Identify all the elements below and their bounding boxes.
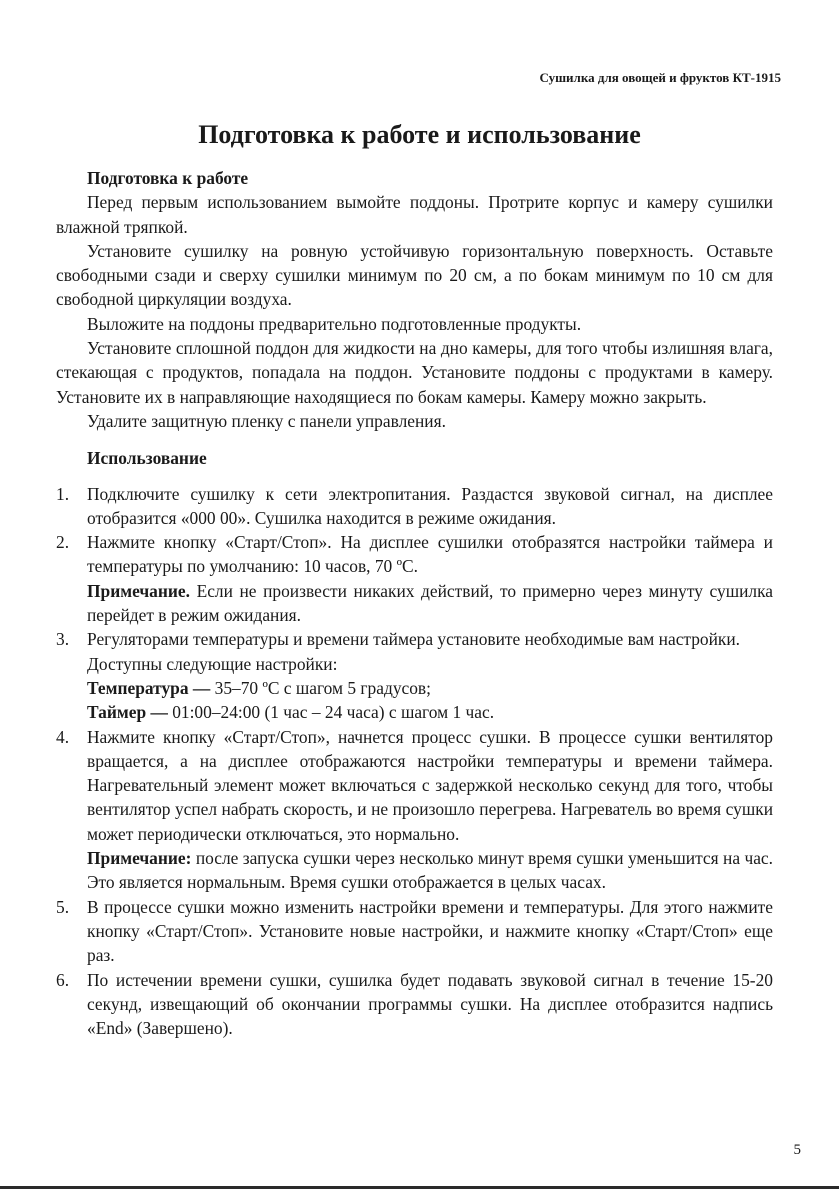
running-header: Сушилка для овощей и фруктов КТ-1915: [539, 70, 781, 85]
step-number: 6.: [56, 969, 70, 990]
timer-range: 01:00–24:00 (1 час – 24 часа) с шагом 1 час.: [167, 702, 495, 723]
usage-step-3: [56, 627, 773, 724]
usage-step-2: [56, 530, 773, 627]
step-note: [87, 846, 773, 895]
preparation-heading: Подготовка к работе: [87, 168, 249, 188]
step-number: 4.: [56, 726, 70, 747]
temperature-range: 35–70 ºС с шагом 5 градусов;: [210, 677, 431, 698]
step-number: 1.: [56, 483, 70, 504]
preparation-paragraph: Установите сушилку на ровную устойчивую горизонтальную поверхность. Оставьте свободными сзади и сверху сушилки минимум по 20 см, а по бокам минимум по 10 см для свободной циркуляции воздуха.: [56, 240, 773, 310]
preparation-paragraph: Установите сплошной поддон для жидкости на дно камеры, для того чтобы излишняя влага, стекающая с продуктов, попадала на поддон. Установите поддоны с продуктами в камеру. Установите их в направляющие находящиеся по бокам камеры. Камеру можно закрыть.: [56, 338, 773, 407]
preparation-paragraph: Удалите защитную пленку с панели управления.: [87, 410, 446, 431]
step-number: 5.: [56, 896, 70, 917]
usage-heading: Использование: [87, 448, 207, 469]
page-content: [56, 166, 773, 1040]
timer-setting: [87, 700, 773, 724]
note-text: Если не произвести никаких действий, то примерно через минуту сушилка перейдет в режим ожидания.: [87, 580, 773, 626]
note-text: после запуска сушки через несколько минут время сушки уменьшится на час. Это является нормальным. Время сушки отображается в целых часах.: [87, 848, 773, 893]
page-title: Подготовка к работе и использование: [198, 120, 641, 149]
step-text: По истечении времени сушки, сушилка будет подавать звуковой сигнал в течение 15-20 секунд, извещающий об окончании программы сушки. На дисплее отобразится надпись «End» (Завершено).: [87, 969, 773, 1039]
temperature-label: Температура —: [87, 677, 211, 698]
usage-step-6: [56, 968, 773, 1041]
step-text: Регуляторами температуры и времени таймера установите необходимые вам настройки.: [87, 629, 741, 650]
usage-steps-list: [56, 482, 773, 1041]
preparation-paragraph: Выложите на поддоны предварительно подготовленные продукты.: [87, 313, 582, 334]
step-note: [87, 579, 773, 628]
step-text: В процессе сушки можно изменить настройки времени и температуры. Для этого нажмите кнопку «Старт/Стоп». Установите новые настройки, и нажмите кнопку «Старт/Стоп» еще раз.: [87, 896, 773, 966]
step-text: Подключите сушилку к сети электропитания. Раздастся звуковой сигнал, на дисплее отобразится «000 00». Сушилка находится в режиме ожидания.: [87, 483, 773, 528]
usage-step-5: [56, 895, 773, 968]
page-number: 5: [793, 1142, 801, 1158]
usage-step-1: [56, 482, 773, 531]
preparation-paragraph: Перед первым использованием вымойте поддоны. Протрите корпус и камеру сушилки влажной тряпкой.: [56, 192, 773, 237]
note-label: Примечание.: [87, 580, 190, 601]
step-number: 3.: [56, 629, 70, 650]
step-number: 2.: [56, 532, 70, 553]
temperature-setting: [87, 676, 773, 700]
note-label: Примечание:: [87, 848, 192, 869]
step-text: Нажмите кнопку «Старт/Стоп», начнется процесс сушки. В процессе сушки вентилятор вращается, а на дисплее отображаются настройки температуры и времени таймера. Нагревательный элемент может включаться с задержкой несколько секунд для того, чтобы вентилятор успел набрать скорость, и не произошло перегрева. Нагреватель во время сушки может периодически отключаться, это нормально.: [87, 726, 773, 844]
usage-step-4: [56, 725, 773, 895]
timer-label: Таймер —: [87, 702, 168, 723]
available-settings-intro: Доступны следующие настройки:: [87, 653, 338, 674]
step-text: Нажмите кнопку «Старт/Стоп». На дисплее сушилки отобразятся настройки таймера и температуры по умолчанию: 10 часов, 70 ºС.: [87, 532, 773, 577]
